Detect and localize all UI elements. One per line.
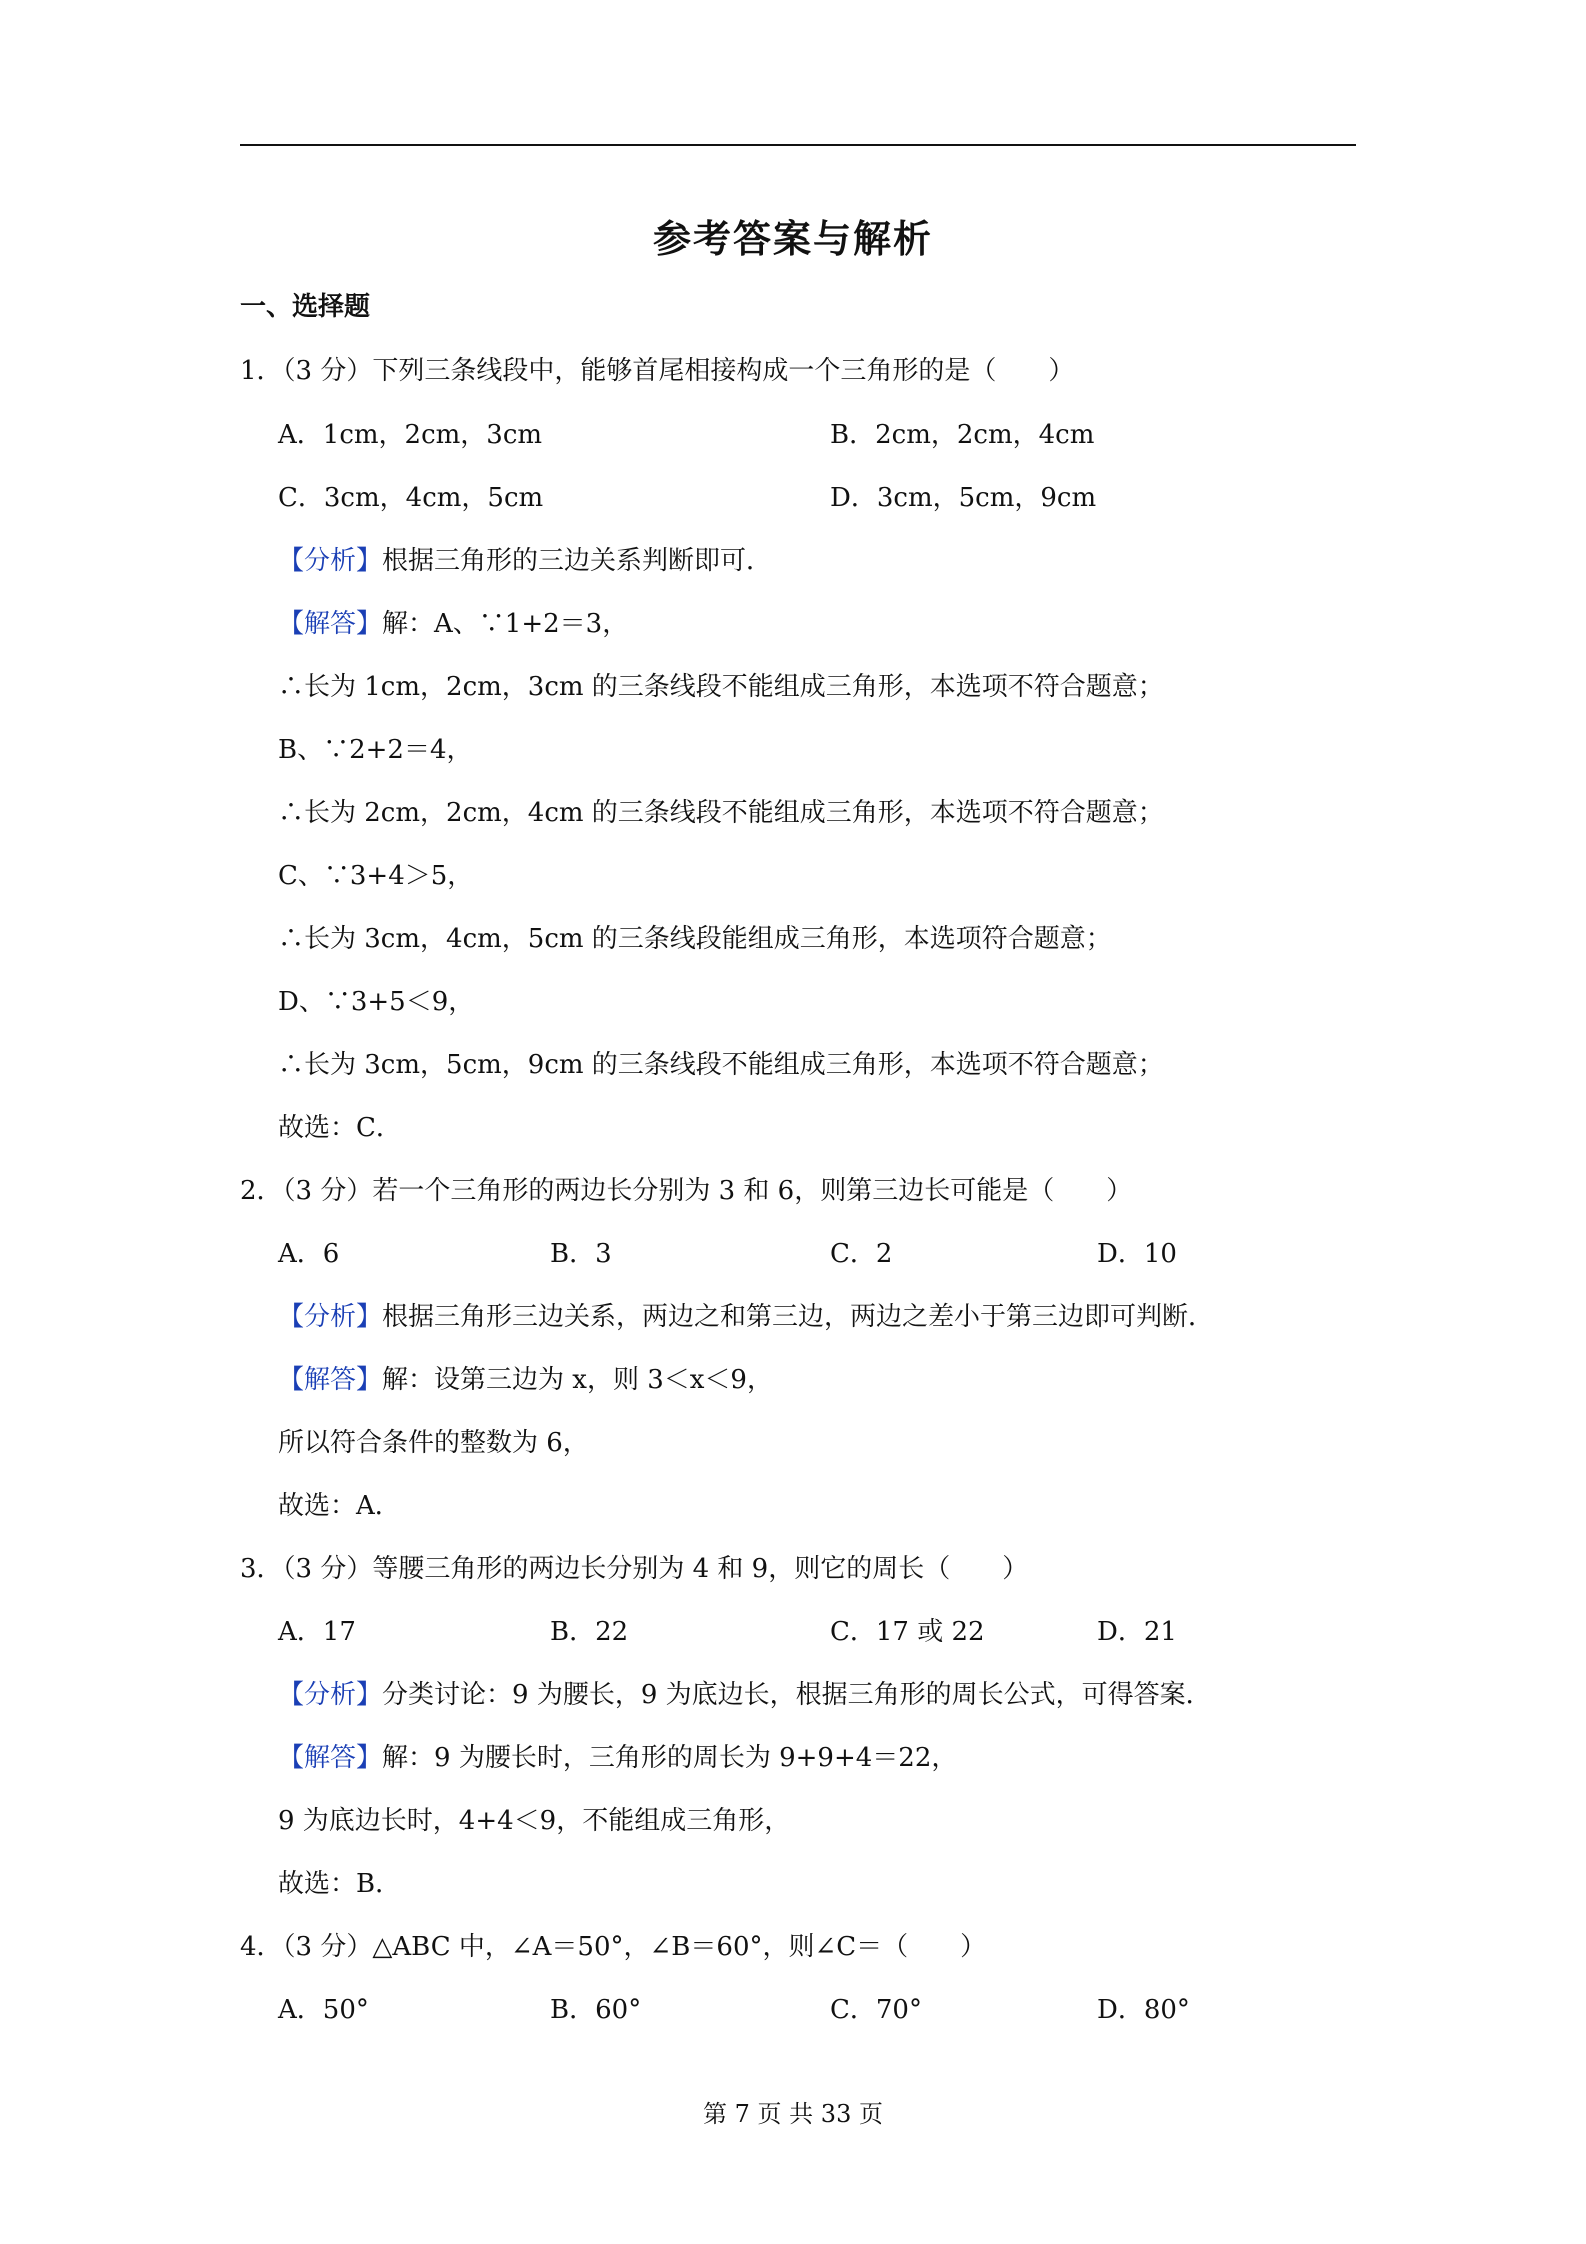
q1-step-8: ∴长为 3cm，5cm，9cm 的三条线段不能组成三角形，本选项不符合题意； [278, 1050, 1164, 1080]
q2-step-2: 所以符合条件的整数为 6， [278, 1428, 589, 1458]
q1-analysis-text: 根据三角形的三边关系判断即可． [382, 546, 773, 576]
q4-option-b: B．60° [550, 1995, 642, 2025]
q2-analysis [278, 1300, 1214, 1334]
q1-step-6: ∴长为 3cm，4cm，5cm 的三条线段能组成三角形，本选项符合题意； [278, 924, 1112, 954]
q4-option-d: D．80° [1097, 1995, 1190, 2025]
analysis-tag: 【分析】 [278, 1302, 383, 1332]
q1-option-c: C．3cm，4cm，5cm [278, 483, 544, 513]
q3-analysis-text: 分类讨论：9 为腰长，9 为底边长，根据三角形的周长公式，可得答案． [382, 1680, 1212, 1710]
q4-option-a: A．50° [278, 1995, 369, 2025]
answer-tag: 【解答】 [278, 1743, 383, 1773]
q1-option-a: A．1cm，2cm，3cm [278, 420, 543, 450]
q4-stem: 4．（3 分）△ABC 中，∠A＝50°，∠B＝60°，则∠C＝（ ） [240, 1932, 987, 1962]
q1-step-7: D、∵3+5＜9， [278, 987, 475, 1017]
q1-stem: 1．（3 分）下列三条线段中，能够首尾相接构成一个三角形的是（ ） [240, 356, 1075, 386]
q1-step-5: C、∵3+4＞5， [278, 861, 474, 891]
q4-option-c: C．70° [830, 1995, 922, 2025]
q2-stem: 2．（3 分）若一个三角形的两边长分别为 3 和 6，则第三边长可能是（ ） [240, 1176, 1133, 1206]
q2-option-c: C．2 [830, 1239, 893, 1269]
q2-analysis-text: 根据三角形三边关系，两边之和第三边，两边之差小于第三边即可判断． [382, 1302, 1215, 1332]
q1-option-d: D．3cm，5cm，9cm [830, 483, 1097, 513]
q3-step-2: 9 为底边长时，4+4＜9，不能组成三角形， [278, 1806, 791, 1836]
q3-option-b: B．22 [550, 1617, 629, 1647]
q3-option-c: C．17 或 22 [830, 1617, 985, 1647]
answer-tag: 【解答】 [278, 609, 383, 639]
page-footer: 第 7 页 共 33 页 [703, 2100, 883, 2128]
section-heading: 一、选择题 [240, 292, 371, 322]
q1-option-b: B．2cm，2cm，4cm [830, 420, 1095, 450]
q2-option-b: B．3 [550, 1239, 612, 1269]
q3-option-a: A．17 [278, 1617, 356, 1647]
q2-answer [278, 1363, 773, 1397]
q1-answer [278, 607, 628, 641]
q2-option-d: D．10 [1097, 1239, 1177, 1269]
q3-answer [278, 1741, 957, 1775]
page-title: 参考答案与解析 [652, 216, 933, 261]
q1-step-2: ∴长为 1cm，2cm，3cm 的三条线段不能组成三角形，本选项不符合题意； [278, 672, 1164, 702]
q3-analysis [278, 1678, 1212, 1712]
q1-step-4: ∴长为 2cm，2cm，4cm 的三条线段不能组成三角形，本选项不符合题意； [278, 798, 1164, 828]
q3-step-1: 解：9 为腰长时，三角形的周长为 9+9+4＝22， [382, 1743, 958, 1773]
q1-step-9: 故选：C． [278, 1113, 402, 1143]
q2-option-a: A．6 [278, 1239, 340, 1269]
analysis-tag: 【分析】 [278, 546, 383, 576]
q3-stem: 3．（3 分）等腰三角形的两边长分别为 4 和 9，则它的周长（ ） [240, 1554, 1029, 1584]
q1-step-1: 解：A、∵1+2＝3， [382, 609, 629, 639]
header-rule [240, 144, 1356, 146]
q2-step-3: 故选：A． [278, 1491, 401, 1521]
q1-analysis [278, 544, 772, 578]
analysis-tag: 【分析】 [278, 1680, 383, 1710]
q3-step-3: 故选：B． [278, 1869, 402, 1899]
q2-step-1: 解：设第三边为 x，则 3＜x＜9， [382, 1365, 773, 1395]
q1-step-3: B、∵2+2＝4， [278, 735, 473, 765]
answer-tag: 【解答】 [278, 1365, 383, 1395]
q3-option-d: D．21 [1097, 1617, 1177, 1647]
